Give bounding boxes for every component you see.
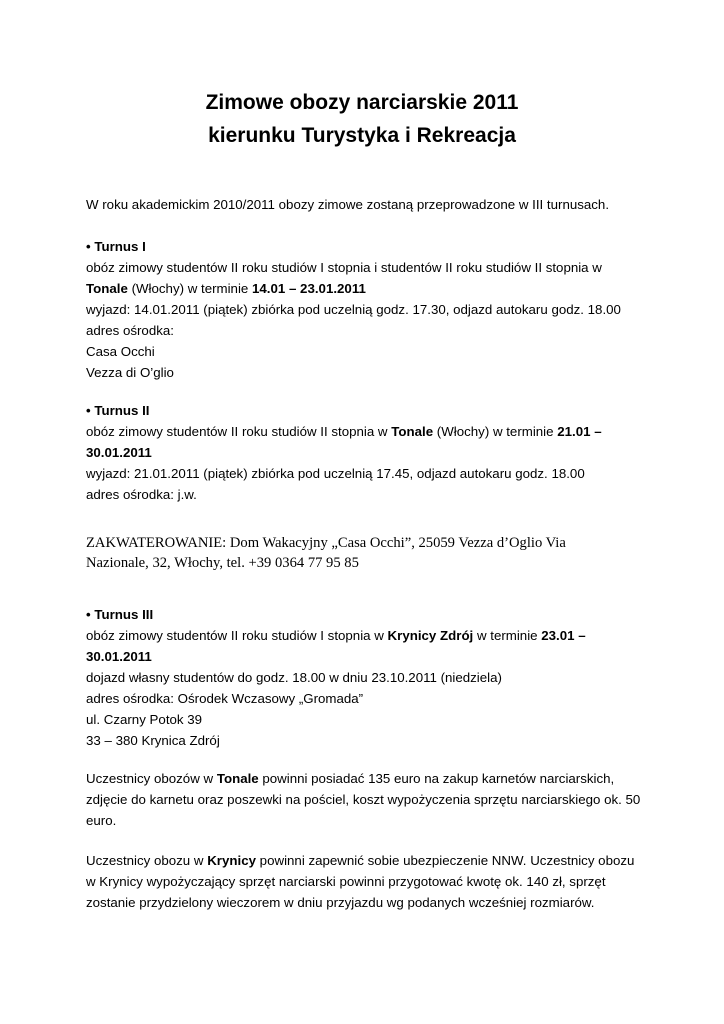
turnus-2-description	[86, 421, 646, 442]
tonale-note-text-a: Uczestnicy obozów w	[86, 771, 217, 786]
turnus-3-desc-text: obóz zimowy studentów II roku studiów I stopnia w	[86, 628, 388, 643]
turnus-1-departure: wyjazd: 14.01.2011 (piątek) zbiórka pod uczelnią godz. 17.30, odjazd autokaru godz. 18.00	[86, 302, 621, 317]
turnus-3-dates-start: 23.01 –	[541, 628, 586, 643]
krynica-note-text-a: Uczestnicy obozu w	[86, 853, 208, 868]
turnus-1-address-line-2: Vezza di O’glio	[86, 365, 174, 380]
accommodation-paragraph	[86, 533, 646, 573]
document-title-line-1: Zimowe obozy narciarskie 2011	[205, 91, 519, 114]
turnus-2-departure: wyjazd: 21.01.2011 (piątek) zbiórka pod uczelnią 17.45, odjazd autokaru godz. 18.00	[86, 466, 585, 481]
turnus-2-heading: • Turnus II	[86, 403, 150, 418]
turnus-1-address-label: adres ośrodka:	[86, 323, 174, 338]
turnus-1-term-line	[86, 278, 646, 299]
turnus-2-address: adres ośrodka: j.w.	[86, 487, 197, 502]
turnus-3-description	[86, 625, 646, 646]
turnus-1-section	[86, 236, 646, 383]
turnus-1-address-line-1: Casa Occhi	[86, 344, 155, 359]
turnus-3-dates-end: 30.01.2011	[86, 649, 152, 664]
turnus-3-term-text: w terminie	[473, 628, 542, 643]
turnus-2-section	[86, 400, 646, 505]
tonale-note-line-2: zdjęcie do karnetu oraz poszewki na pościel, koszt wypożyczenia sprzętu narciarskiego ok. 50	[86, 792, 641, 807]
document-title-line-2: kierunku Turystyka i Rekreacja	[208, 124, 516, 147]
krynica-note-text-b: powinni zapewnić sobie ubezpieczenie NNW. Uczestnicy obozu	[255, 853, 635, 868]
turnus-2-desc-text: obóz zimowy studentów II roku studiów II stopnia w	[86, 424, 392, 439]
krynica-note-place: Krynicy	[207, 853, 256, 868]
tonale-note-paragraph	[86, 768, 646, 831]
accommodation-line-2: Nazionale, 32, Włochy, tel. +39 0364 77 95 85	[86, 555, 359, 571]
turnus-3-heading: • Turnus III	[86, 607, 154, 622]
turnus-3-address-line-2: ul. Czarny Potok 39	[86, 712, 203, 727]
tonale-note-line-3: euro.	[86, 813, 117, 828]
intro-paragraph	[86, 194, 646, 215]
turnus-2-dates-end: 30.01.2011	[86, 445, 152, 460]
turnus-1-heading: • Turnus I	[86, 239, 146, 254]
turnus-3-address-line-1: adres ośrodka: Ośrodek Wczasowy „Gromada”	[86, 691, 364, 706]
turnus-3-address-line-3: 33 – 380 Krynica Zdrój	[86, 733, 220, 748]
turnus-1-description: obóz zimowy studentów II roku studiów I stopnia i studentów II roku studiów II stopnia w	[86, 260, 602, 275]
turnus-2-term-text: (Włochy) w terminie	[433, 424, 558, 439]
tonale-note-line-1	[86, 768, 646, 789]
turnus-2-dates-start: 21.01 –	[557, 424, 602, 439]
tonale-note-text-b: powinni posiadać 135 euro na zakup karnetów narciarskich,	[258, 771, 615, 786]
krynica-note-line-1	[86, 850, 646, 871]
turnus-1-term-text: (Włochy) w terminie	[127, 281, 252, 296]
tonale-note-place: Tonale	[216, 771, 259, 786]
turnus-1-dates: 14.01 – 23.01.2011	[252, 281, 366, 296]
krynica-note-paragraph	[86, 850, 646, 913]
intro-text: W roku akademickim 2010/2011 obozy zimowe zostaną przeprowadzone w III turnusach.	[86, 197, 610, 212]
turnus-3-place: Krynicy Zdrój	[387, 628, 474, 643]
krynica-note-line-2: w Krynicy wypożyczający sprzęt narciarski powinni przygotować kwotę ok. 140 zł, sprzęt	[86, 874, 606, 889]
turnus-2-place: Tonale	[391, 424, 434, 439]
krynica-note-line-3: zostanie przydzielony wieczorem w dniu przyjazdu wg podanych wcześniej rozmiarów.	[86, 895, 595, 910]
turnus-3-section	[86, 604, 646, 751]
turnus-3-arrival: dojazd własny studentów do godz. 18.00 w dniu 23.10.2011 (niedziela)	[86, 670, 502, 685]
accommodation-line-1: ZAKWATEROWANIE: Dom Wakacyjny „Casa Occhi”, 25059 Vezza d’Oglio Via	[86, 535, 566, 551]
turnus-1-place: Tonale	[86, 281, 128, 296]
